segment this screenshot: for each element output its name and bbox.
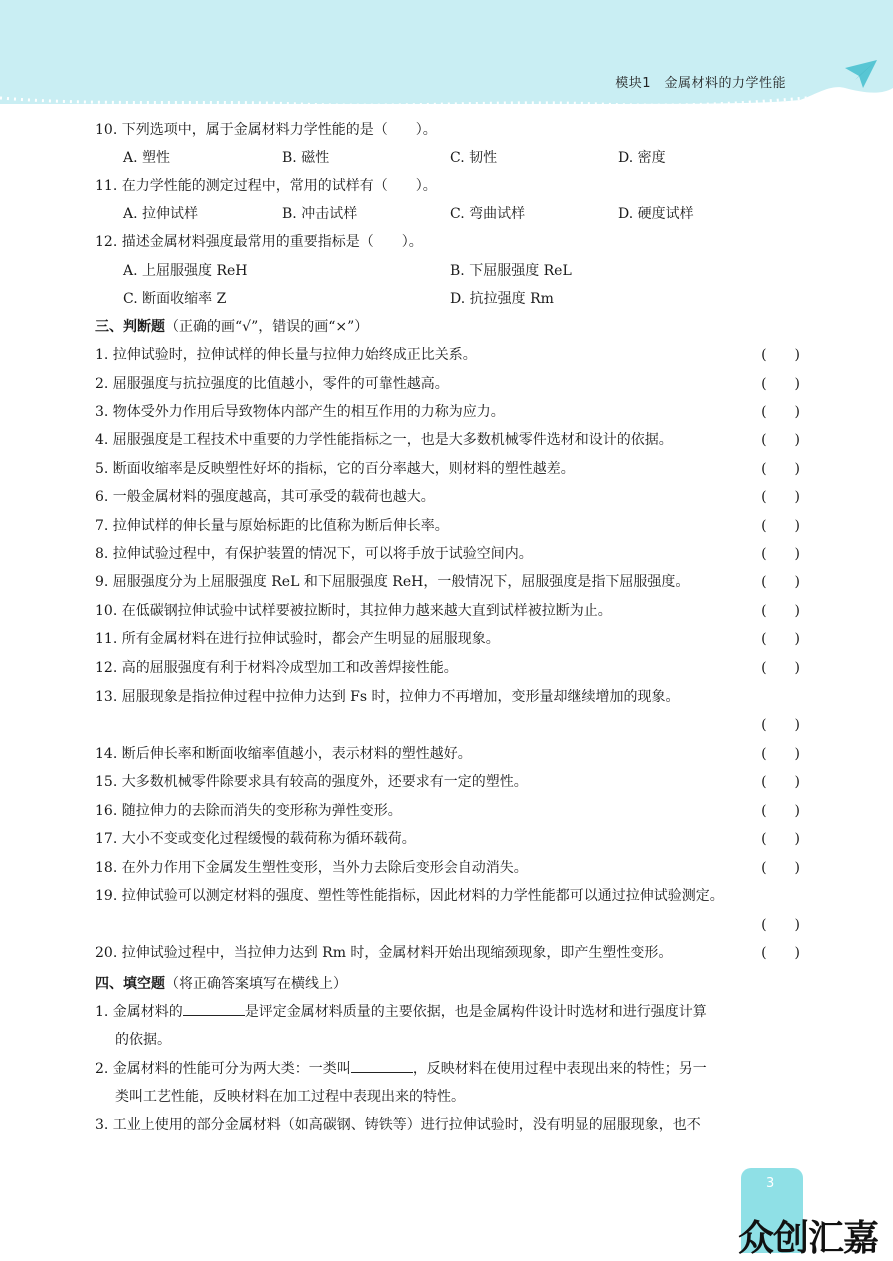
- choice-option: B. 下屈服强度 ReL: [450, 263, 572, 279]
- fill-question-2: [95, 1059, 707, 1079]
- answer-paren[interactable]: ( ): [761, 461, 800, 477]
- answer-blank[interactable]: [351, 1059, 413, 1073]
- choice-option: C. 断面收缩率 Z: [123, 291, 227, 307]
- answer-paren[interactable]: ( ): [761, 860, 800, 876]
- fill-question-1: [95, 1002, 707, 1022]
- choice-stem-12: 12. 描述金属材料强度最常用的重要指标是（ ）。: [95, 234, 423, 250]
- watermark-text: 众创汇嘉: [738, 1218, 879, 1259]
- judge-item: 16. 随拉伸力的去除而消失的变形称为弹性变形。: [95, 803, 402, 819]
- judge-item: 20. 拉伸试验过程中，当拉伸力达到 Rm 时，金属材料开始出现缩颈现象，即产生塑性变形。: [95, 945, 673, 961]
- judge-item: 18. 在外力作用下金属发生塑性变形，当外力去除后变形会自动消失。: [95, 860, 528, 876]
- fill-question-3: 3. 工业上使用的部分金属材料（如高碳钢、铸铁等）进行拉伸试验时，没有明显的屈服现象，也不: [95, 1117, 701, 1133]
- fill-text: 类叫工艺性能，反映材料在加工过程中表现出来的特性。: [115, 1089, 465, 1105]
- fill-heading-line: [95, 974, 347, 994]
- judge-item: 3. 物体受外力作用后导致物体内部产生的相互作用的力称为应力。: [95, 404, 505, 420]
- judge-item: 11. 所有金属材料在进行拉伸试验时，都会产生明显的屈服现象。: [95, 631, 500, 647]
- choice-option: D. 抗拉强度 Rm: [450, 291, 554, 307]
- header-band: [0, 0, 893, 108]
- choice-stem-10: 10. 下列选项中，属于金属材料力学性能的是（ ）。: [95, 122, 437, 138]
- judge-heading-line: [95, 317, 368, 337]
- choice-option: A. 塑性: [123, 150, 171, 166]
- answer-paren[interactable]: ( ): [761, 603, 800, 619]
- choice-stem-11: 11. 在力学性能的测定过程中，常用的试样有（ ）。: [95, 178, 437, 194]
- choice-option: A. 上屈服强度 ReH: [123, 263, 248, 279]
- judge-item: 10. 在低碳钢拉伸试验中试样要被拉断时，其拉伸力越来越大直到试样被拉断为止。: [95, 603, 612, 619]
- judge-item: 5. 断面收缩率是反映塑性好坏的指标，它的百分率越大，则材料的塑性越差。: [95, 461, 575, 477]
- answer-paren[interactable]: ( ): [761, 376, 800, 392]
- judge-item: 1. 拉伸试验时，拉伸试样的伸长量与拉伸力始终成正比关系。: [95, 347, 477, 363]
- judge-item: 4. 屈服强度是工程技术中重要的力学性能指标之一，也是大多数机械零件选材和设计的依据。: [95, 432, 673, 448]
- section-instruction: （将正确答案填写在横线上）: [165, 976, 347, 992]
- answer-paren[interactable]: ( ): [761, 432, 800, 448]
- answer-paren[interactable]: ( ): [761, 774, 800, 790]
- answer-paren[interactable]: ( ): [761, 945, 800, 961]
- judge-item: 9. 屈服强度分为上屈服强度 ReL 和下屈服强度 ReH，一般情况下，屈服强度是指下屈服强度。: [95, 574, 690, 590]
- judge-item: 6. 一般金属材料的强度越高，其可承受的载荷也越大。: [95, 489, 435, 505]
- answer-paren[interactable]: ( ): [761, 831, 800, 847]
- judge-item: 12. 高的屈服强度有利于材料冷成型加工和改善焊接性能。: [95, 660, 458, 676]
- fill-text: 2. 金属材料的性能可分为两大类：一类叫: [95, 1061, 351, 1077]
- fill-text: 是评定金属材料质量的主要依据，也是金属构件设计时选材和进行强度计算: [244, 1004, 707, 1020]
- answer-paren[interactable]: ( ): [761, 489, 800, 505]
- fill-text: ，反映材料在使用过程中表现出来的特性；另一: [412, 1061, 707, 1077]
- choice-option: A. 拉伸试样: [123, 206, 199, 222]
- section-heading: 三、判断题: [95, 319, 165, 335]
- answer-paren[interactable]: ( ): [761, 574, 800, 590]
- choice-option: D. 硬度试样: [618, 206, 694, 222]
- answer-paren[interactable]: ( ): [761, 917, 800, 933]
- judge-item: 19. 拉伸试验可以测定材料的强度、塑性等性能指标，因此材料的力学性能都可以通过拉伸试验测定。: [95, 888, 724, 904]
- answer-paren[interactable]: ( ): [761, 746, 800, 762]
- judge-item: 8. 拉伸试验过程中，有保护装置的情况下，可以将手放于试验空间内。: [95, 546, 533, 562]
- answer-paren[interactable]: ( ): [761, 347, 800, 363]
- judge-item: 15. 大多数机械零件除要求具有较高的强度外，还要求有一定的塑性。: [95, 774, 528, 790]
- answer-paren[interactable]: ( ): [761, 546, 800, 562]
- answer-paren[interactable]: ( ): [761, 631, 800, 647]
- section-instruction: （正确的画“√”，错误的画“×”）: [165, 319, 369, 335]
- choice-option: C. 弯曲试样: [450, 206, 526, 222]
- judge-item: 14. 断后伸长率和断面收缩率值越小，表示材料的塑性越好。: [95, 746, 472, 762]
- choice-option: C. 韧性: [450, 150, 498, 166]
- judge-item: 13. 屈服现象是指拉伸过程中拉伸力达到 Fs 时，拉伸力不再增加，变形量却继续增加的现象。: [95, 689, 680, 705]
- judge-item: 17. 大小不变或变化过程缓慢的载荷称为循环载荷。: [95, 831, 416, 847]
- page-number: 3: [766, 1176, 775, 1191]
- answer-blank[interactable]: [183, 1002, 245, 1016]
- choice-option: B. 磁性: [282, 150, 330, 166]
- answer-paren[interactable]: ( ): [761, 717, 800, 733]
- choice-option: B. 冲击试样: [282, 206, 358, 222]
- module-title: 模块1 金属材料的力学性能: [615, 76, 786, 91]
- answer-paren[interactable]: ( ): [761, 518, 800, 534]
- fill-text: 1. 金属材料的: [95, 1004, 183, 1020]
- answer-paren[interactable]: ( ): [761, 404, 800, 420]
- choice-option: D. 密度: [618, 150, 666, 166]
- section-heading: 四、填空题: [95, 976, 165, 992]
- judge-item: 2. 屈服强度与抗拉强度的比值越小，零件的可靠性越高。: [95, 376, 449, 392]
- paper-plane-icon: [843, 58, 879, 90]
- fill-text: 的依据。: [115, 1032, 171, 1048]
- answer-paren[interactable]: ( ): [761, 660, 800, 676]
- judge-item: 7. 拉伸试样的伸长量与原始标距的比值称为断后伸长率。: [95, 518, 449, 534]
- answer-paren[interactable]: ( ): [761, 803, 800, 819]
